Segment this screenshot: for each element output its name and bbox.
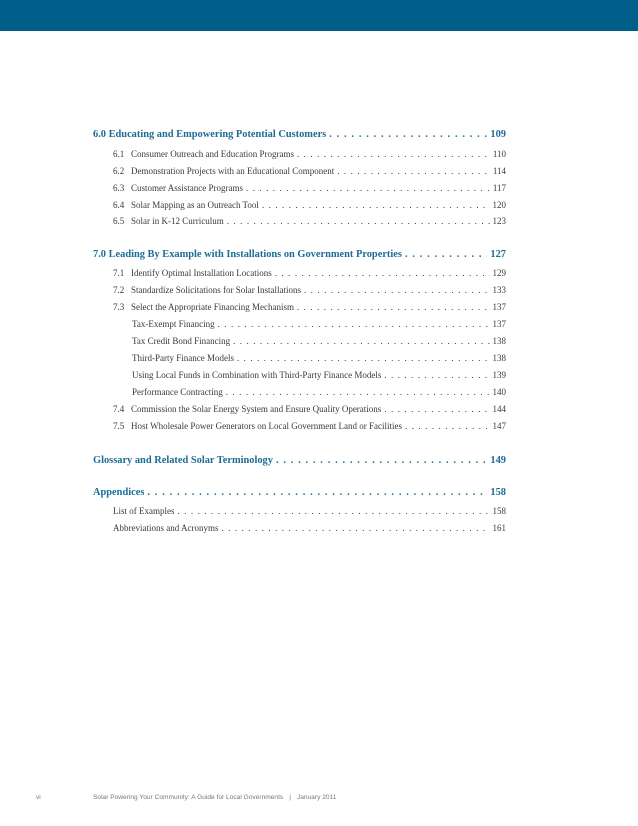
toc-label: Tax Credit Bond Financing [132, 336, 231, 346]
toc-label: Tax-Exempt Financing [132, 319, 215, 329]
toc-leader [384, 370, 489, 380]
toc-page: 109 [490, 129, 506, 140]
toc-entry-6-1[interactable] [113, 149, 506, 159]
toc-entry-glossary[interactable] [93, 455, 506, 466]
toc-leader [221, 523, 489, 533]
toc-number: 6.3 [113, 183, 125, 193]
toc-leader [233, 336, 489, 346]
toc-leader [275, 268, 490, 278]
toc-page: 144 [492, 404, 506, 414]
toc-number: 6.4 [113, 200, 125, 210]
toc-entry-7-5[interactable] [113, 421, 506, 431]
toc-number: 7.1 [113, 268, 125, 278]
toc-label: Performance Contracting [132, 387, 223, 397]
toc-page: 139 [492, 370, 506, 380]
toc-label: Identify Optimal Installation Locations [131, 268, 272, 278]
toc-leader [237, 353, 490, 363]
toc-leader [246, 183, 490, 193]
toc-label: 6.0 Educating and Empowering Potential Customers [93, 129, 327, 140]
page-number: vi [36, 794, 41, 801]
toc-number: 7.4 [113, 404, 125, 414]
toc-number: 6.2 [113, 166, 125, 176]
toc-leader [218, 319, 490, 329]
toc-entry-6-2[interactable] [113, 166, 506, 176]
toc-number: 7.3 [113, 302, 125, 312]
toc-entry-7-3[interactable] [113, 302, 506, 312]
toc-entry-list-of-examples[interactable] [113, 506, 506, 516]
toc-label: Glossary and Related Solar Terminology [93, 455, 273, 466]
toc-leader [227, 216, 490, 226]
toc-page: 133 [492, 285, 506, 295]
toc-label: Commission the Solar Energy System and Ensure Quality Operations [131, 404, 382, 414]
toc-label: Customer Assistance Programs [131, 183, 243, 193]
toc-page: 138 [492, 336, 506, 346]
footer-separator: | [289, 794, 291, 801]
toc-entry-tax-exempt[interactable] [132, 319, 506, 329]
toc-leader [178, 506, 490, 516]
toc-page: 123 [492, 216, 506, 226]
toc-page: 127 [490, 249, 506, 260]
toc-entry-abbreviations[interactable] [113, 523, 506, 533]
toc-label: Using Local Funds in Combination with Third-Party Finance Models [132, 370, 382, 380]
toc-leader [384, 404, 489, 414]
toc-label: Third-Party Finance Models [132, 353, 234, 363]
toc-entry-7[interactable] [93, 249, 506, 260]
toc-page: 140 [492, 387, 506, 397]
toc-label: Host Wholesale Power Generators on Local Government Land or Facilities [131, 421, 403, 431]
toc-entry-performance[interactable] [132, 387, 506, 397]
toc-leader [304, 285, 490, 295]
toc-page: 137 [492, 319, 506, 329]
toc-label: Demonstration Projects with an Educational Component [131, 166, 335, 176]
toc-leader [405, 249, 487, 260]
toc-leader [337, 166, 490, 176]
toc-leader [405, 421, 489, 431]
toc-entry-6-3[interactable] [113, 183, 506, 193]
toc-number: 6.5 [113, 216, 125, 226]
toc-label: 7.0 Leading By Example with Installations on Government Properties [93, 249, 402, 260]
toc-leader [297, 302, 490, 312]
toc-number: 6.1 [113, 149, 125, 159]
toc-page: 158 [490, 487, 506, 498]
toc-label: Solar Mapping as an Outreach Tool [131, 200, 259, 210]
toc-page: 147 [492, 421, 506, 431]
toc-entry-tax-credit-bond[interactable] [132, 336, 506, 346]
toc-page: 120 [492, 200, 506, 210]
toc-entry-7-2[interactable] [113, 285, 506, 295]
toc-entry-6-4[interactable] [113, 200, 506, 210]
toc-page: 138 [492, 353, 506, 363]
toc-entry-local-funds[interactable] [132, 370, 506, 380]
toc-entry-6-5[interactable] [113, 216, 506, 226]
toc-number: 7.2 [113, 285, 125, 295]
toc-label: Solar in K-12 Curriculum [131, 216, 224, 226]
toc-label: Standardize Solicitations for Solar Installations [131, 285, 301, 295]
toc-label: Appendices [93, 487, 145, 498]
toc-entry-third-party[interactable] [132, 353, 506, 363]
toc-page: 129 [492, 268, 506, 278]
toc-label: Consumer Outreach and Education Programs [131, 149, 294, 159]
toc-number: 7.5 [113, 421, 125, 431]
document-title: Solar Powering Your Community: A Guide for Local Governments [93, 794, 284, 801]
header-band [0, 0, 638, 31]
toc-leader [147, 487, 487, 498]
document-date: January 2011 [296, 794, 337, 801]
toc-label: Select the Appropriate Financing Mechanism [131, 302, 294, 312]
toc-label: List of Examples [113, 506, 175, 516]
toc-page: 114 [492, 166, 506, 176]
toc-leader [297, 149, 490, 159]
toc-entry-7-4[interactable] [113, 404, 506, 414]
toc-leader [226, 387, 490, 397]
toc-page: 137 [492, 302, 506, 312]
toc-label: Abbreviations and Acronyms [113, 523, 219, 533]
toc-page: 117 [492, 183, 506, 193]
toc-entry-6[interactable] [93, 129, 506, 140]
toc-page: 161 [492, 523, 506, 533]
toc-leader [276, 455, 487, 466]
toc-entry-7-1[interactable] [113, 268, 506, 278]
toc-leader [329, 129, 487, 140]
toc-page: 149 [490, 455, 506, 466]
toc-page: 158 [492, 506, 506, 516]
toc-page: 110 [492, 149, 506, 159]
toc-entry-appendices[interactable] [93, 487, 506, 498]
toc-leader [262, 200, 490, 210]
